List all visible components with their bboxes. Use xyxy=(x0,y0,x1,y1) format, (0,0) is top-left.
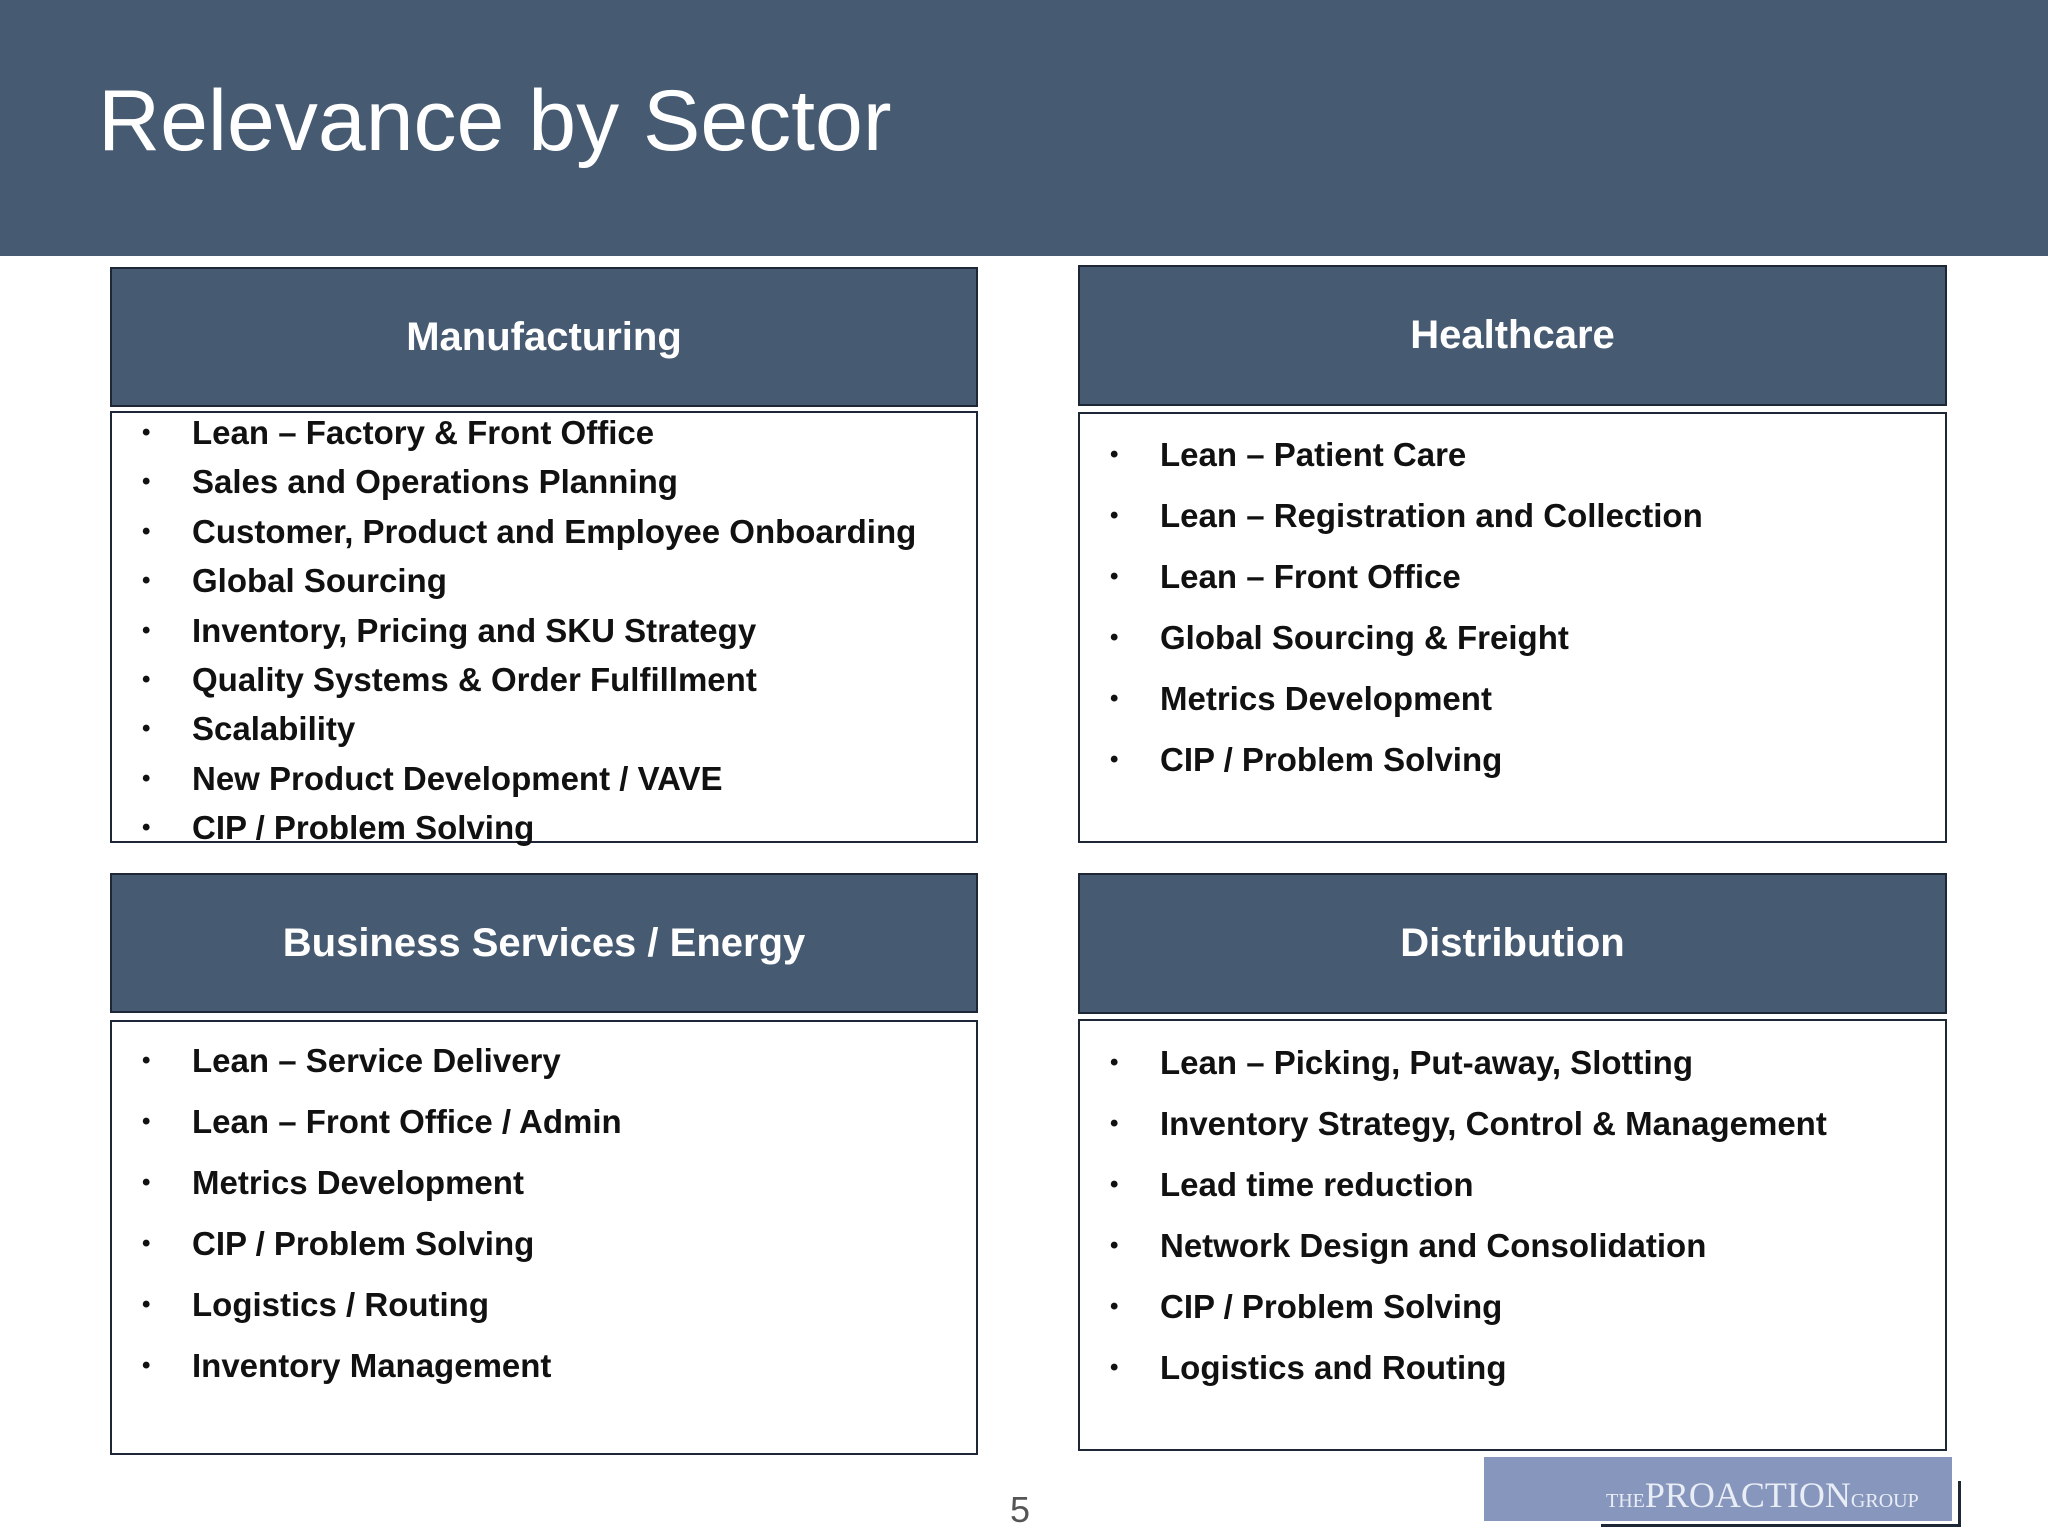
list-item xyxy=(112,704,976,753)
logo-name: PROACTION xyxy=(1644,1475,1851,1515)
bullet: • xyxy=(142,517,151,545)
list-item xyxy=(112,1152,976,1213)
bullet: • xyxy=(142,419,151,446)
list-item xyxy=(1080,1093,1945,1154)
bullet: • xyxy=(1110,502,1119,529)
list-item-text: Lean – Front Office xyxy=(1160,558,1461,595)
list-item-text: Lead time reduction xyxy=(1160,1166,1474,1203)
bullet: • xyxy=(142,715,151,743)
list-item-text: Lean – Picking, Put-away, Slotting xyxy=(1160,1044,1693,1081)
bullet: • xyxy=(142,665,151,693)
title-bar xyxy=(0,0,2048,256)
business-services-title: Business Services / Energy xyxy=(282,920,806,965)
list-item-text: Lean – Factory & Front Office xyxy=(192,414,655,451)
list-item-text: Global Sourcing & Freight xyxy=(1160,619,1569,656)
list-item xyxy=(112,606,976,655)
manufacturing-title: Manufacturing xyxy=(406,314,682,359)
list-item-text: Metrics Development xyxy=(192,1164,524,1201)
bullet: • xyxy=(142,764,151,792)
bullet: • xyxy=(1110,1049,1119,1076)
list-item-text: Global Sourcing xyxy=(192,562,447,600)
list-item-text: Lean – Registration and Collection xyxy=(1160,497,1703,534)
list-item xyxy=(112,1213,976,1274)
list-item xyxy=(112,803,976,852)
bullet: • xyxy=(142,1230,151,1257)
list-item xyxy=(112,1335,976,1396)
logo-suffix: GROUP xyxy=(1850,1490,1919,1512)
list-item-text: CIP / Problem Solving xyxy=(192,1225,535,1262)
bullet: • xyxy=(1110,746,1119,773)
bullet: • xyxy=(142,1108,151,1135)
list-item xyxy=(1080,668,1945,729)
bullet: • xyxy=(1110,441,1119,468)
manufacturing-header xyxy=(110,267,978,407)
list-item-text: Lean – Front Office / Admin xyxy=(192,1103,622,1140)
list-item xyxy=(112,1091,976,1152)
distribution-title: Distribution xyxy=(1400,921,1625,965)
list-item xyxy=(112,556,976,605)
list-item-text: New Product Development / VAVE xyxy=(192,759,723,797)
list-item-text: Inventory Strategy, Control & Management xyxy=(1160,1105,1827,1142)
list-item-text: Logistics and Routing xyxy=(1160,1349,1507,1386)
list-item xyxy=(1080,546,1945,607)
list-item xyxy=(1080,607,1945,668)
list-item xyxy=(1080,1215,1945,1276)
business-services-list xyxy=(112,1030,976,1396)
list-item xyxy=(1080,1154,1945,1215)
business-services-panel xyxy=(110,1020,978,1455)
healthcare-panel xyxy=(1078,412,1947,843)
list-item xyxy=(1080,1032,1945,1093)
bullet: • xyxy=(1110,685,1119,712)
list-item xyxy=(1080,485,1945,546)
bullet: • xyxy=(142,1047,151,1074)
list-item-text: Scalability xyxy=(192,710,356,748)
bullet: • xyxy=(142,1291,151,1318)
healthcare-list xyxy=(1080,424,1945,790)
list-item xyxy=(112,1274,976,1335)
healthcare-title: Healthcare xyxy=(1410,313,1615,357)
list-item-text: Lean – Service Delivery xyxy=(192,1042,561,1079)
business-services-header xyxy=(110,873,978,1013)
list-item-text: Metrics Development xyxy=(1160,680,1492,717)
list-item xyxy=(112,655,976,704)
bullet: • xyxy=(1110,1232,1119,1259)
bullet: • xyxy=(1110,563,1119,590)
bullet: • xyxy=(1110,1354,1119,1381)
bullet: • xyxy=(1110,1293,1119,1320)
list-item xyxy=(1080,729,1945,790)
healthcare-header xyxy=(1078,265,1947,406)
list-item-text: CIP / Problem Solving xyxy=(192,809,535,847)
list-item xyxy=(112,507,976,556)
list-item-text: Sales and Operations Planning xyxy=(192,463,678,501)
bullet: • xyxy=(1110,1110,1119,1137)
manufacturing-list xyxy=(112,408,976,853)
list-item-text: Logistics / Routing xyxy=(192,1286,489,1323)
list-item xyxy=(1080,1337,1945,1398)
distribution-panel xyxy=(1078,1019,1947,1451)
list-item xyxy=(112,754,976,803)
page-number: 5 xyxy=(1010,1489,1031,1530)
manufacturing-panel xyxy=(110,411,978,847)
list-item-text: Network Design and Consolidation xyxy=(1160,1227,1707,1264)
bullet: • xyxy=(142,616,151,644)
list-item-text: Lean – Patient Care xyxy=(1160,436,1467,473)
list-item-text: Customer, Product and Employee Onboarding xyxy=(192,512,917,550)
bullet: • xyxy=(1110,624,1119,651)
bullet: • xyxy=(142,1352,151,1379)
distribution-list xyxy=(1080,1032,1945,1398)
list-item xyxy=(112,408,976,457)
bullet: • xyxy=(142,1169,151,1196)
distribution-header xyxy=(1078,873,1947,1014)
logo-prefix: THE xyxy=(1606,1490,1645,1512)
logo-wordmark xyxy=(1606,1477,1919,1513)
list-item xyxy=(1080,1276,1945,1337)
list-item-text: CIP / Problem Solving xyxy=(1160,1288,1503,1325)
bullet: • xyxy=(1110,1171,1119,1198)
list-item xyxy=(112,1030,976,1091)
list-item-text: CIP / Problem Solving xyxy=(1160,741,1503,778)
bullet: • xyxy=(142,814,151,842)
slide-title: Relevance by Sector xyxy=(98,73,892,169)
list-item xyxy=(1080,424,1945,485)
bullet: • xyxy=(142,468,151,496)
list-item xyxy=(112,457,976,506)
list-item-text: Inventory Management xyxy=(192,1347,552,1384)
list-item-text: Inventory, Pricing and SKU Strategy xyxy=(192,611,757,649)
list-item-text: Quality Systems & Order Fulfillment xyxy=(192,660,757,698)
bullet: • xyxy=(142,567,151,595)
